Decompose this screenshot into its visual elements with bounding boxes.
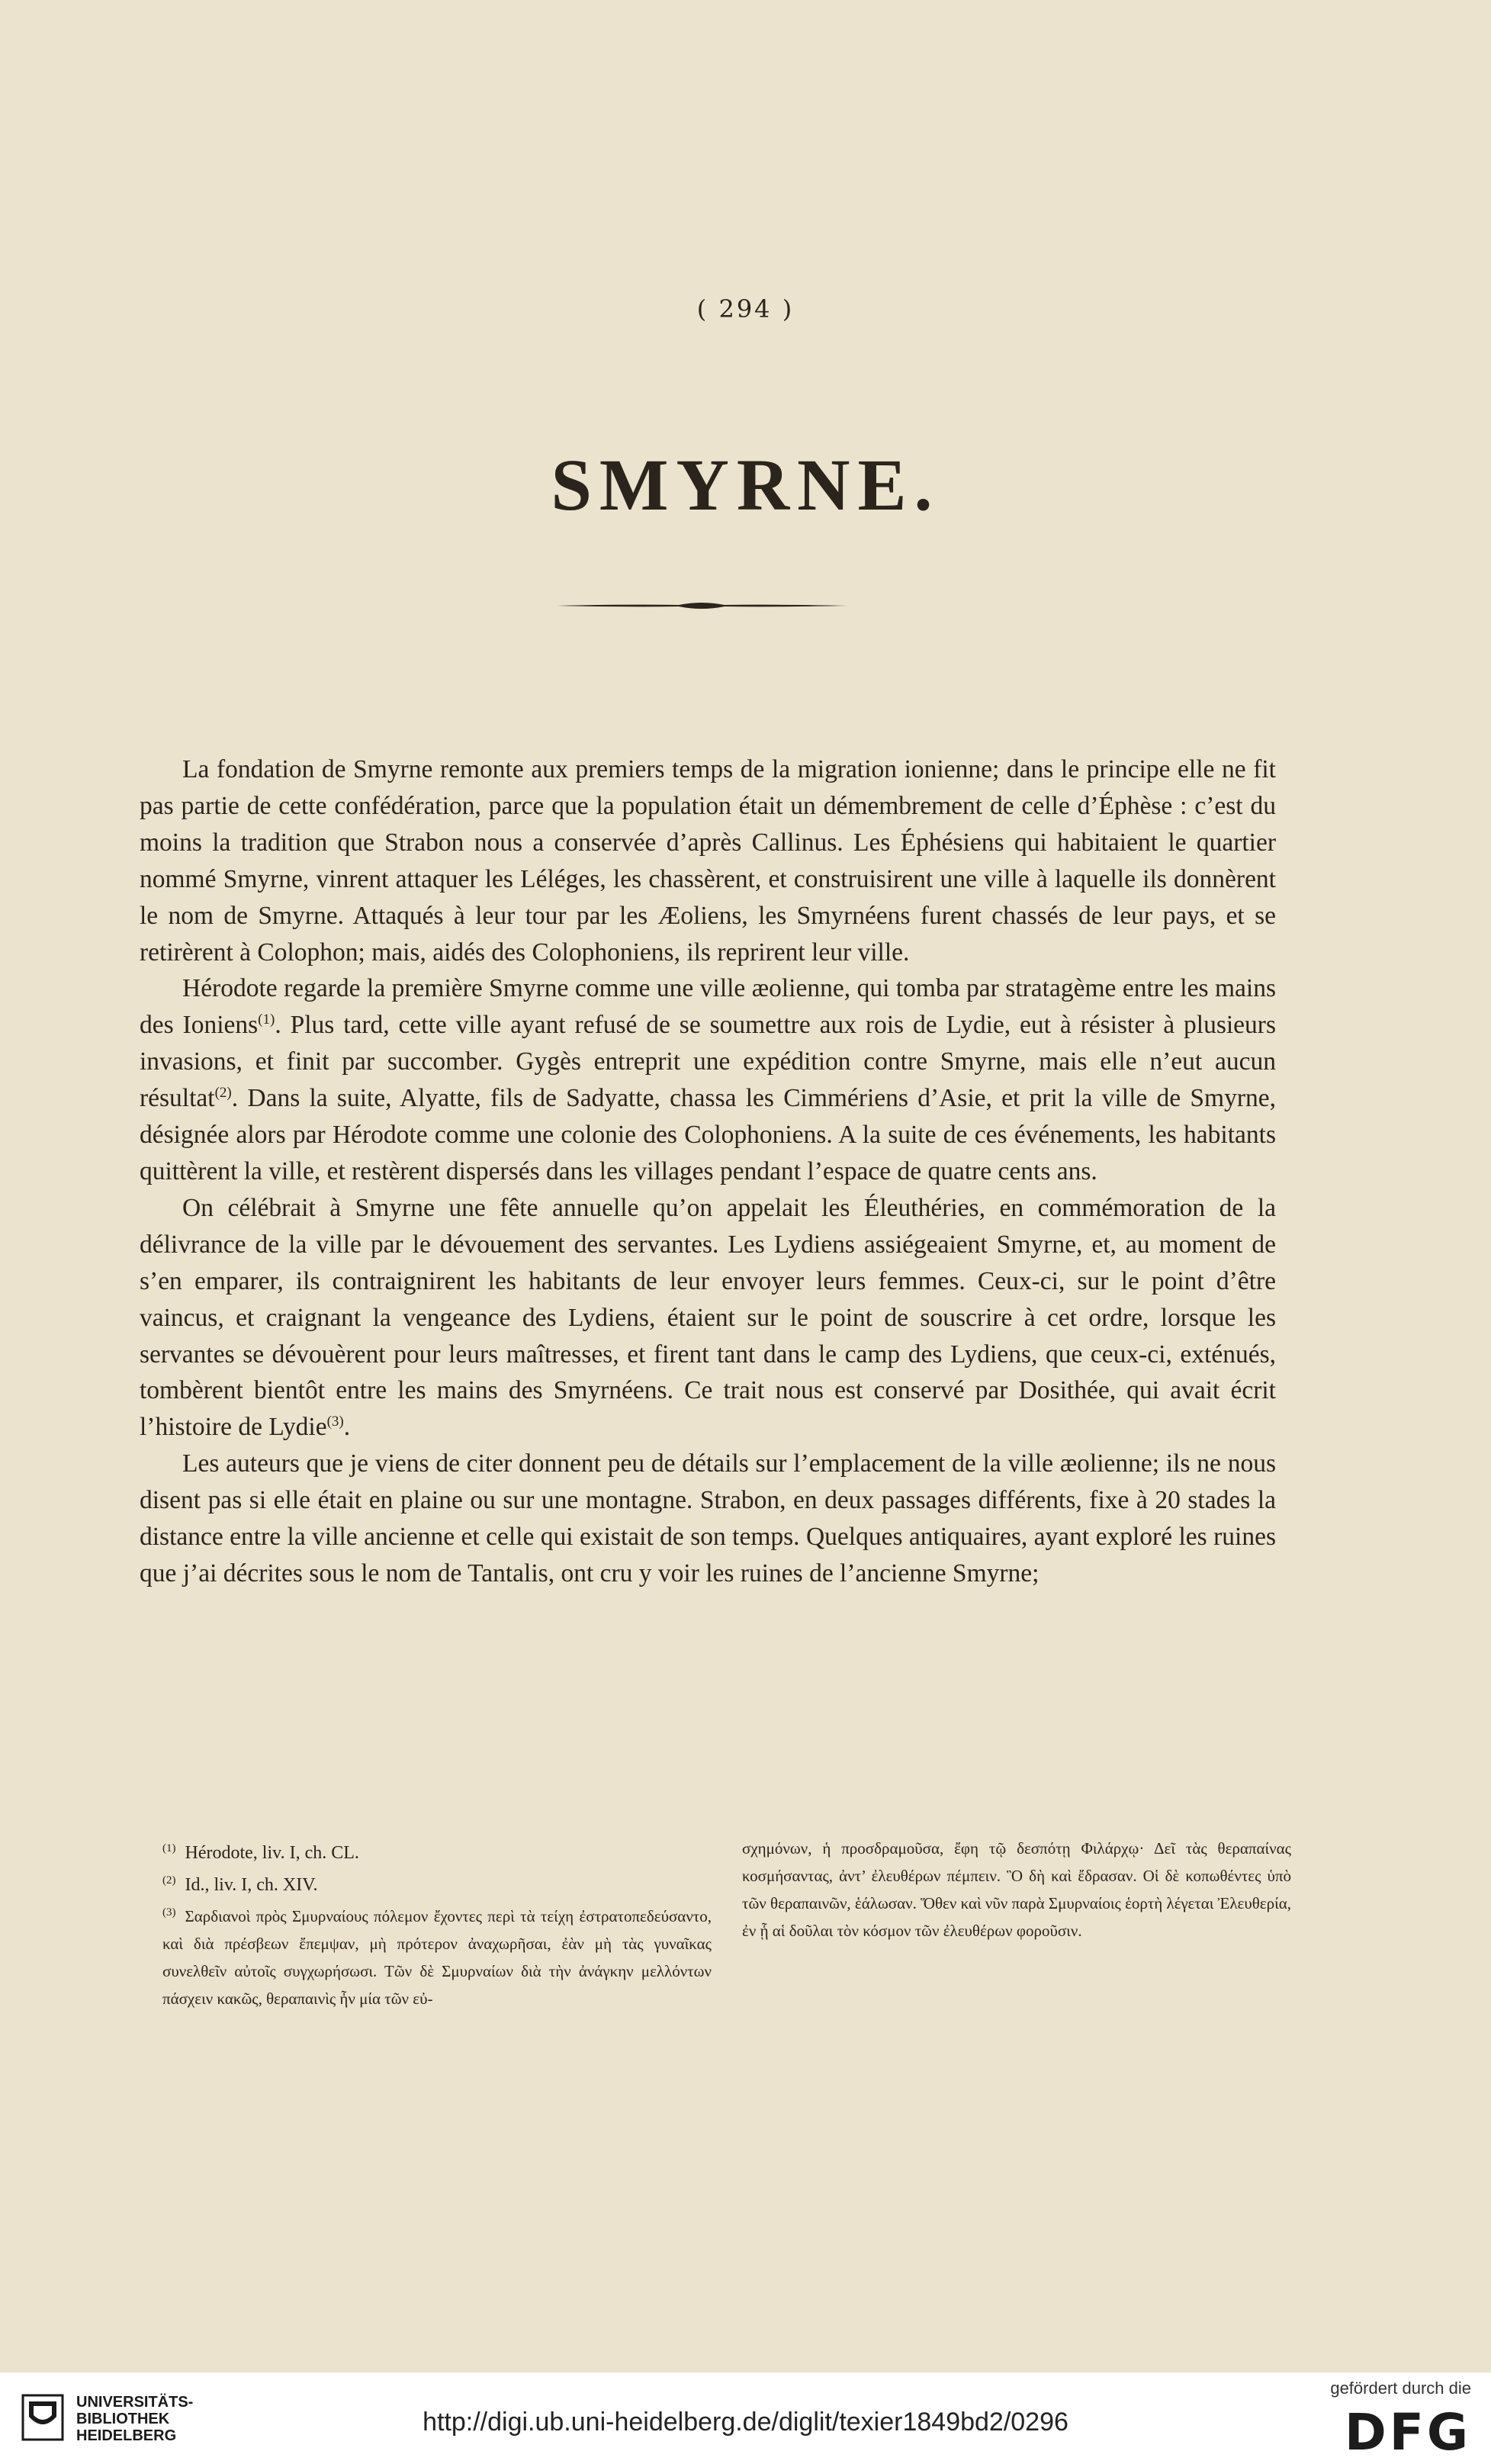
footnote-ref-1: (1) [258,1012,275,1028]
paragraph-3: On célébrait à Smyrne une fête annuelle qu’on appelait les Éleuthéries, en commémoration de la délivrance de la ville par le dévouement des servantes. Les Lydiens assiégeaient Smyrne, et, au moment de s’en emparer, ils contraignirent les habitants de leur envoyer leurs femmes. Ceux-ci, sur le point d’être vaincus, et craignant la vengeance des Lydiens, étaient sur le point de souscrire à cet ordre, lorsque les servantes se dévouèrent pour leurs maîtresses, et firent tant dans le camp des Lydiens, que ceux-ci, exténués, tombèrent bientôt entre les mains des Smyrnéens. Ce trait nous est conservé par Dosithée, qui avait écrit l’histoire de Lydie$^{(3)}$. [140,1193,1276,1442]
footnote-1: $^{(1)}$ Hérodote, liv. I, ch. CL. [162,1842,359,1863]
title-ornament [557,598,847,613]
paragraph-2: Hérodote regarde la première Smyrne comme une ville æolienne, qui tomba par stratagème entre les mains des Ioniens$^{(1)}$. Plus tard, cette ville ayant refusé de se soumettre aux rois de Lydie, eut à résister à plusieurs invasions, et finit par succomber. Gygès entreprit une expédition contre Smyrne, mais elle n’eut aucun résultat$^{(2)}$. Dans la suite, Alyatte, fils de Sadyatte, chassa les Cimmériens d’Asie, et prit la ville de Smyrne, désignée alors par Hérodote comme une colonie des Colophoniens. A la suite de ces événements, les habitants quittèrent la ville, et restèrent dispersés dans les villages pendant l’espace de quatre cents ans. [140,974,1276,1185]
digitization-footer [0,2372,1491,2464]
footnotes-left-column [162,1835,712,2012]
footnote-ref-3: (3) [326,1414,344,1430]
footnote-3-continued: σχημόνων, ἡ προσδραμοῦσα, ἔφη τῷ δεσπότῃ Φιλάρχῳ· Δεῖ τὰς θεραπαίνας κοσμήσαντας, ἀντ’ ἐλευθέρων πέμπειν. Ὃ δὴ καὶ ἔδρασαν. Οἱ δὲ κοπωθέντες ὑπὸ τῶν θεραπαινῶν, ἑάλωσαν. Ὅθεν καὶ νῦν παρὰ Σμυρναίοις ἑορτὴ λέγεται Ἐλευθερία, ἐν ᾗ αἱ δοῦλαι τὸν κόσμον τῶν ἐλευθέρων φοροῦσιν. [742,1839,1291,1940]
footnote-ref-2: (2) [214,1085,232,1101]
footnote-2: $^{(2)}$ Id., liv. I, ch. XIV. [162,1874,318,1895]
page-number: ( 294 ) [696,294,795,323]
funding-label: gefördert durch die [1330,2379,1471,2398]
permalink-url[interactable]: http://digi.ub.uni-heidelberg.de/diglit/texier1849bd2/0296 [423,2408,1068,2437]
paragraph-1: La fondation de Smyrne remonte aux premiers temps de la migration ionienne; dans le principe elle ne fit pas partie de cette confédération, parce que la population était un démembrement de celle d’Éphèse : c’est du moins la tradition que Strabon nous a conservée d’après Callinus. Les Éphésiens qui habitaient le quartier nommé Smyrne, vinrent attaquer les Léléges, les chassèrent, et construisirent une ville à laquelle ils donnèrent le nom de Smyrne. Attaqués à leur tour par les Æoliens, les Smyrnéens furent chassés de leur pays, et se retirèrent à Colophon; mais, aidés des Colophoniens, ils reprirent leur ville. [140,755,1276,967]
page-title: SMYRNE. [551,444,940,526]
dfg-logo: DFG [1344,2403,1471,2462]
paragraph-4: Les auteurs que je viens de citer donnent peu de détails sur l’emplacement de la ville æolienne; ils ne nous disent pas si elle était en plaine ou sur une montagne. Strabon, en deux passages différents, fixe à 20 stades la distance entre la ville ancienne et celle qui existait de son temps. Quelques antiquaires, ayant exploré les ruines que j’ai décrites sous le nom de Tantalis, ont cru y voir les ruines de l’ancienne Smyrne; [140,1449,1276,1587]
footnotes-right-column [742,1835,1291,1945]
footnote-3: $^{(3)}$ Σαρδιανοὶ πρὸς Σμυρναίους πόλεμον ἔχοντες περὶ τὰ τείχη ἐστρατοπεδεύσαντο, καὶ διὰ πρέσβεων ἔπεμψαν, μὴ πρότερον ἀναχωρῆσαι, ἐὰν μὴ τὰς γυναῖκας συνελθεῖν αὐτοῖς συγχωρήσωσι. Τῶν δὲ Σμυρναίων διὰ τὴν ἀνάγκην μελλόντων πάσχειν κακῶς, θεραπαινὶς ἦν μία τῶν εὐ- [162,1906,712,2008]
article-body [140,751,1276,1592]
library-name: UNIVERSITÄTS- BIBLIOTHEK HEIDELBERG [76,2394,194,2444]
